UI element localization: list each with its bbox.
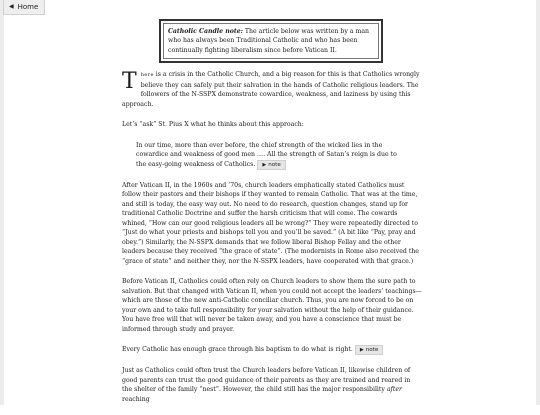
editor-note-text: The article below was written by a man who has always been Traditional Catholic and who has been continually fighting liberalism since before Vatican II. [168, 28, 370, 54]
editor-note-box [159, 19, 383, 63]
grace-text: Every Catholic has enough grace through his baptism to do what is right. [122, 346, 353, 353]
article-body [122, 70, 422, 415]
parents-text-end: reaching [122, 395, 150, 403]
intro-paragraph [122, 70, 422, 109]
paragraph-before-vatican: Before Vatican II, Catholics could often rely on Church leaders to show them the sure path to salvation. But that changed with Vatican II, when you could not accept the leaders’ teachings—which are those of the new anti-Catholic conciliar church. Thus, you are now forced to be on your own and to take full responsibility for your salvation without the help of their guidance. You have free will that will never be taken away, and you have a conscience that must be informed through study and prayer. [122, 278, 422, 333]
triangle-right-icon: ▶ [359, 347, 364, 353]
editor-note-lead: Catholic Candle note: [168, 28, 243, 35]
home-label: Home [17, 3, 39, 11]
note-button[interactable] [257, 160, 285, 170]
quote-text: In our time, more than ever before, the chief strength of the wicked lies in the cowardice and weakness of good men …. All the strength of Satan’s reign is due to the easy-going weakness of Catholics. [136, 141, 397, 168]
triangle-right-icon: ▶ [262, 161, 267, 168]
right-margin-strip [536, 0, 540, 405]
note-label: note [365, 347, 379, 353]
left-margin-strip [0, 0, 4, 405]
parents-text-emphasis: after [386, 386, 402, 393]
parents-text-start: Just as Catholics could often trust the Church leaders before Vatican II, likewise children of good parents can trust the good guidance of their parents as they are trained and reared in the shelter of the family “nest”. However, the child still has the major responsibility [122, 367, 411, 393]
note-button[interactable] [355, 345, 383, 355]
paragraph-parents [122, 366, 422, 404]
paragraph-grace [122, 345, 422, 355]
paragraph-after-vatican: After Vatican II, in the 1960s and ’70s, church leaders emphatically stated Catholics must follow their pastors and their bishops if they wanted to remain Catholic. That was at the time, and still is today, the easy way out. No need to do research, question changes, stand up for traditional Catholic Doctrine and suffer the harsh criticism that will come. The cowards whined, “How can our good religious leaders all be wrong?” They were repeatedly directed to “Just do what your priests and bishops tell you and you’ll be saved.” (A bit like “Pay, pray and obey.”) Similarly, the N-SSPX demands that we follow liberal Bishop Fellay and the other leaders because they received “the grace of state”. (The modernists in Rome also received the “grace of state” and neither they, nor the N-SSPX leaders, have cooperated with that grace.) [122, 181, 419, 265]
triangle-left-icon: ◀ [9, 3, 14, 10]
pius-quote [136, 141, 406, 170]
home-button[interactable] [3, 0, 45, 15]
note-label: note [268, 161, 281, 168]
drop-cap: T [122, 69, 137, 94]
paragraph-ask-pius: Let’s “ask” St. Pius X what he thinks about this approach: [122, 121, 304, 128]
intro-text: is a crisis in the Catholic Church, and a big reason for this is that Catholics wrongly believe they can safely put their salvation in the hands of Catholic religious leaders. The followers of the N-SSPX demonstrate cowardice, weakness, and laziness by using this approach. [122, 71, 420, 108]
intro-smallcaps: here [140, 72, 154, 78]
editor-note-inner [163, 23, 379, 59]
